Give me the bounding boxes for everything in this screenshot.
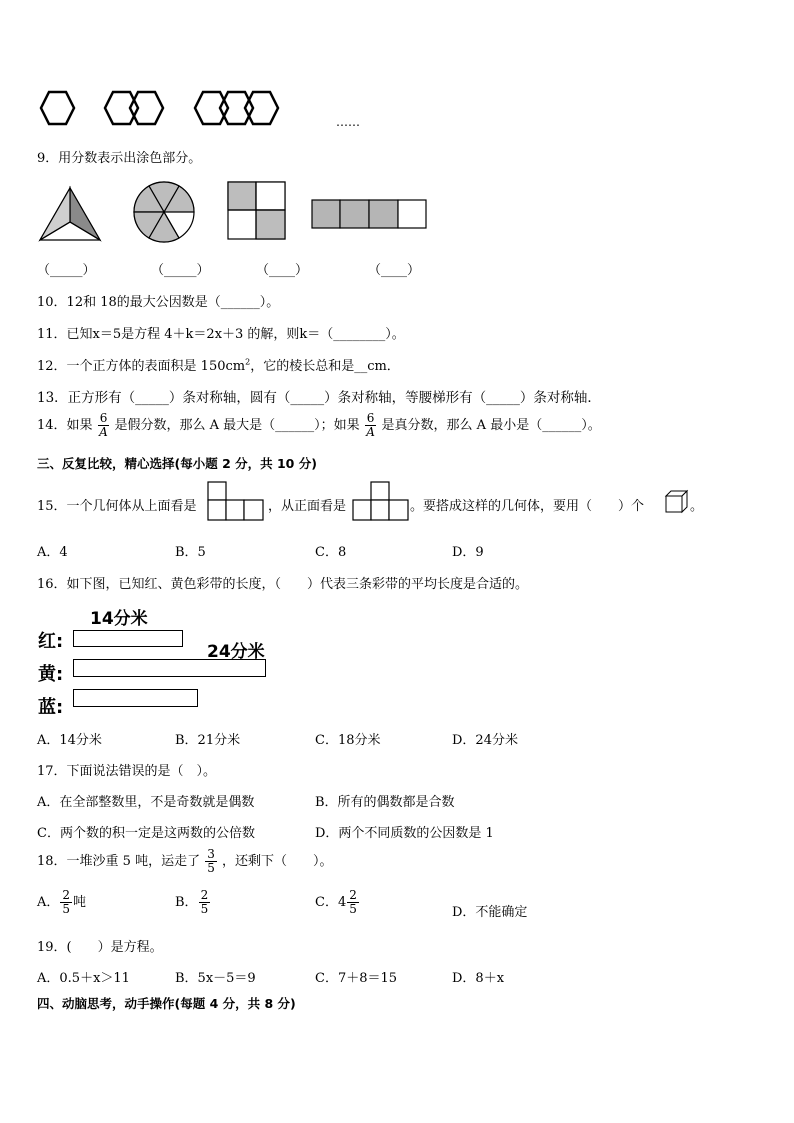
label-red: 红:: [38, 631, 64, 652]
q16-option-d[interactable]: D．24分米: [452, 733, 518, 748]
q14-c: 是真分数，那么 A 最小是（______）。: [381, 418, 601, 433]
q18-option-d[interactable]: D．不能确定: [452, 905, 528, 920]
q15-option-c[interactable]: C．8: [315, 545, 347, 560]
label-yellow: 黄:: [38, 664, 64, 685]
yellow-ribbon-bar: [73, 659, 266, 677]
question-19: 19．( ）是方程。: [37, 940, 163, 955]
question-17: 17．下面说法错误的是（ ）。: [37, 764, 217, 779]
q18-option-c[interactable]: [315, 889, 360, 916]
q15-option-b[interactable]: B．5: [175, 545, 206, 560]
q18-optC-pre: C．4: [315, 895, 347, 910]
question-9: 9．用分数表示出涂色部分。: [37, 151, 202, 166]
q15-part-d: 。: [690, 499, 704, 514]
q18-optB-fraction: [199, 889, 211, 916]
cube-icon: [0, 0, 794, 530]
ellipsis: ……: [336, 115, 360, 129]
q18-optA-post: 吨: [73, 895, 87, 910]
q17-option-d[interactable]: D．两个不同质数的公因数是 1: [315, 826, 494, 841]
q18-a: 18．一堆沙重 5 吨，运走了: [37, 854, 201, 869]
q14-num-1: 6: [99, 411, 108, 425]
q18-optA-num: 2: [62, 888, 71, 902]
q18-den: 5: [207, 861, 215, 875]
q18-optC-den: 5: [349, 902, 357, 916]
q17-option-b[interactable]: B．所有的偶数都是合数: [315, 795, 455, 810]
q14-den-1: A: [99, 425, 108, 439]
label-14-decimeters: 14分米: [90, 609, 148, 629]
q9-blank-1[interactable]: （_____）: [37, 263, 96, 278]
q18-optB-num: 2: [200, 888, 209, 902]
q19-option-d[interactable]: D．8＋x: [452, 971, 505, 986]
q9-blank-4[interactable]: （____）: [368, 263, 421, 278]
q12-pre: 12．一个正方体的表面积是 150cm: [37, 359, 246, 374]
q17-option-a[interactable]: A．在全部整数里，不是奇数就是偶数: [37, 795, 255, 810]
q18-b: ，还剩下（ ）。: [222, 854, 333, 869]
label-24-decimeters: 24分米: [207, 642, 265, 662]
q17-option-c[interactable]: C．两个数的积一定是这两数的公倍数: [37, 826, 255, 841]
q15-part-b: ，从正面看是: [268, 499, 347, 514]
blue-ribbon-bar: [73, 689, 198, 707]
q16-option-b[interactable]: B．21分米: [175, 733, 241, 748]
q15-part-a: 15．一个几何体从上面看是: [37, 499, 197, 514]
q12-post: ，它的棱长总和是__cm．: [250, 359, 400, 374]
question-13: 13．正方形有（_____）条对称轴，圆有（_____）条对称轴，等腰梯形有（_____）条对称轴．: [37, 390, 601, 406]
q18-optA-fraction: [60, 889, 72, 916]
q9-blank-3[interactable]: （____）: [256, 263, 309, 278]
label-blue: 蓝:: [38, 697, 64, 718]
question-11: 11．已知x＝5是方程 4＋k＝2x＋3 的解，则k＝（________）。: [37, 327, 405, 342]
q14-b: 是假分数，那么 A 最大是（______）；如果: [114, 418, 360, 433]
q18-optC-num: 2: [349, 888, 357, 902]
q18-optA-den: 5: [62, 902, 71, 916]
q18-fraction: [205, 848, 217, 875]
q14-den-2: A: [366, 425, 375, 439]
q15-option-a[interactable]: A．4: [37, 545, 68, 560]
question-16: 16．如下图，已知红、黄色彩带的长度，（ ）代表三条彩带的平均长度是合适的。: [37, 577, 529, 592]
q18-optA-pre: A．: [37, 895, 60, 910]
q18-option-a[interactable]: [37, 889, 86, 916]
q12-sup: 2: [245, 357, 251, 367]
question-18: [37, 848, 333, 875]
q14-a: 14．如果: [37, 418, 93, 433]
q19-option-b[interactable]: B．5x－5＝9: [175, 971, 256, 986]
q19-option-a[interactable]: A．0.5＋x＞11: [37, 971, 130, 986]
q18-optC-fraction: [347, 889, 359, 916]
q16-option-c[interactable]: C．18分米: [315, 733, 381, 748]
q18-optB-den: 5: [200, 902, 209, 916]
q9-blank-2[interactable]: （_____）: [151, 263, 210, 278]
question-10: 10．12和 18的最大公因数是（______）。: [37, 295, 280, 310]
q15-part-c: 。要搭成这样的几何体，要用（ ）个: [410, 499, 645, 514]
q14-num-2: 6: [366, 411, 375, 425]
q18-optB-pre: B．: [175, 895, 198, 910]
q18-num: 3: [207, 847, 215, 861]
q19-option-c[interactable]: C．7＋8＝15: [315, 971, 398, 986]
q15-option-d[interactable]: D．9: [452, 545, 484, 560]
section-4-heading: 四、动脑思考，动手操作(每题 4 分，共 8 分): [37, 996, 296, 1011]
red-ribbon-bar: [73, 630, 183, 647]
q16-option-a[interactable]: A．14分米: [37, 733, 102, 748]
section-3-heading: 三、反复比较，精心选择(每小题 2 分，共 10 分): [37, 456, 317, 471]
q18-option-b[interactable]: [175, 889, 211, 916]
